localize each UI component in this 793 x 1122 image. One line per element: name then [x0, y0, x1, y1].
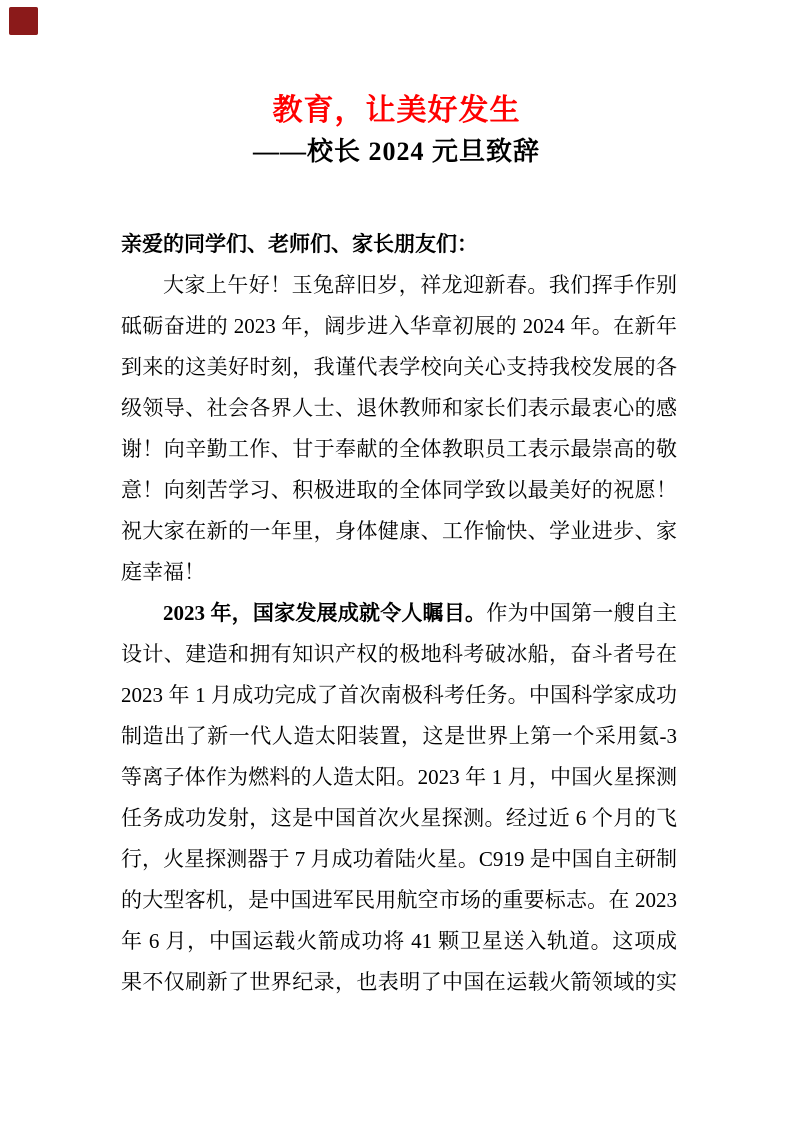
corner-marker [9, 7, 38, 35]
body-line: 任务成功发射，这是中国首次火星探测。经过近 6 个月的飞 [121, 806, 677, 830]
body-line: 2023 年，国家发展成就令人瞩目。作为中国第一艘自主 [163, 601, 678, 625]
body-line: 到来的这美好时刻，我谨代表学校向关心支持我校发展的各 [121, 355, 677, 379]
document-body-lines [121, 265, 677, 1003]
body-line: 果不仅刷新了世界纪录，也表明了中国在运载火箭领域的实 [121, 970, 677, 994]
body-line: 大家上午好！玉兔辞旧岁，祥龙迎新春。我们挥手作别 [163, 273, 677, 297]
body-line: 年 6 月，中国运载火箭成功将 41 颗卫星送入轨道。这项成 [121, 929, 677, 953]
body-line: 行，火星探测器于 7 月成功着陆火星。C919 是中国自主研制 [121, 847, 677, 871]
body-line: 2023 年 1 月成功完成了首次南极科考任务。中国科学家成功 [121, 683, 677, 707]
body-line: 设计、建造和拥有知识产权的极地科考破冰船，奋斗者号在 [121, 642, 677, 666]
body-line: 意！向刻苦学习、积极进取的全体同学致以最美好的祝愿！ [121, 478, 677, 502]
body-line: 砥砺奋进的 2023 年，阔步进入华章初展的 2024 年。在新年 [121, 314, 677, 338]
body-line: 庭幸福！ [121, 560, 205, 584]
document-subtitle: ——校长 2024 元旦致辞 [252, 137, 540, 166]
greeting-line: 亲爱的同学们、老师们、家长朋友们： [121, 232, 478, 256]
document-title: 教育，让美好发生 [272, 94, 521, 127]
body-line: 级领导、社会各界人士、退休教师和家长们表示最衷心的感 [121, 396, 677, 420]
document-body [121, 224, 677, 1003]
body-line: 制造出了新一代人造太阳装置，这是世界上第一个采用氦-3 [121, 724, 677, 748]
body-line: 祝大家在新的一年里，身体健康、工作愉快、学业进步、家 [121, 519, 677, 543]
body-line: 的大型客机，是中国进军民用航空市场的重要标志。在 2023 [121, 888, 677, 912]
body-line: 等离子体作为燃料的人造太阳。2023 年 1 月，中国火星探测 [121, 765, 677, 789]
body-line: 谢！向辛勤工作、甘于奉献的全体教职员工表示最崇高的敬 [121, 437, 677, 461]
bold-highlight: 2023 年，国家发展成就令人瞩目。 [163, 601, 487, 625]
